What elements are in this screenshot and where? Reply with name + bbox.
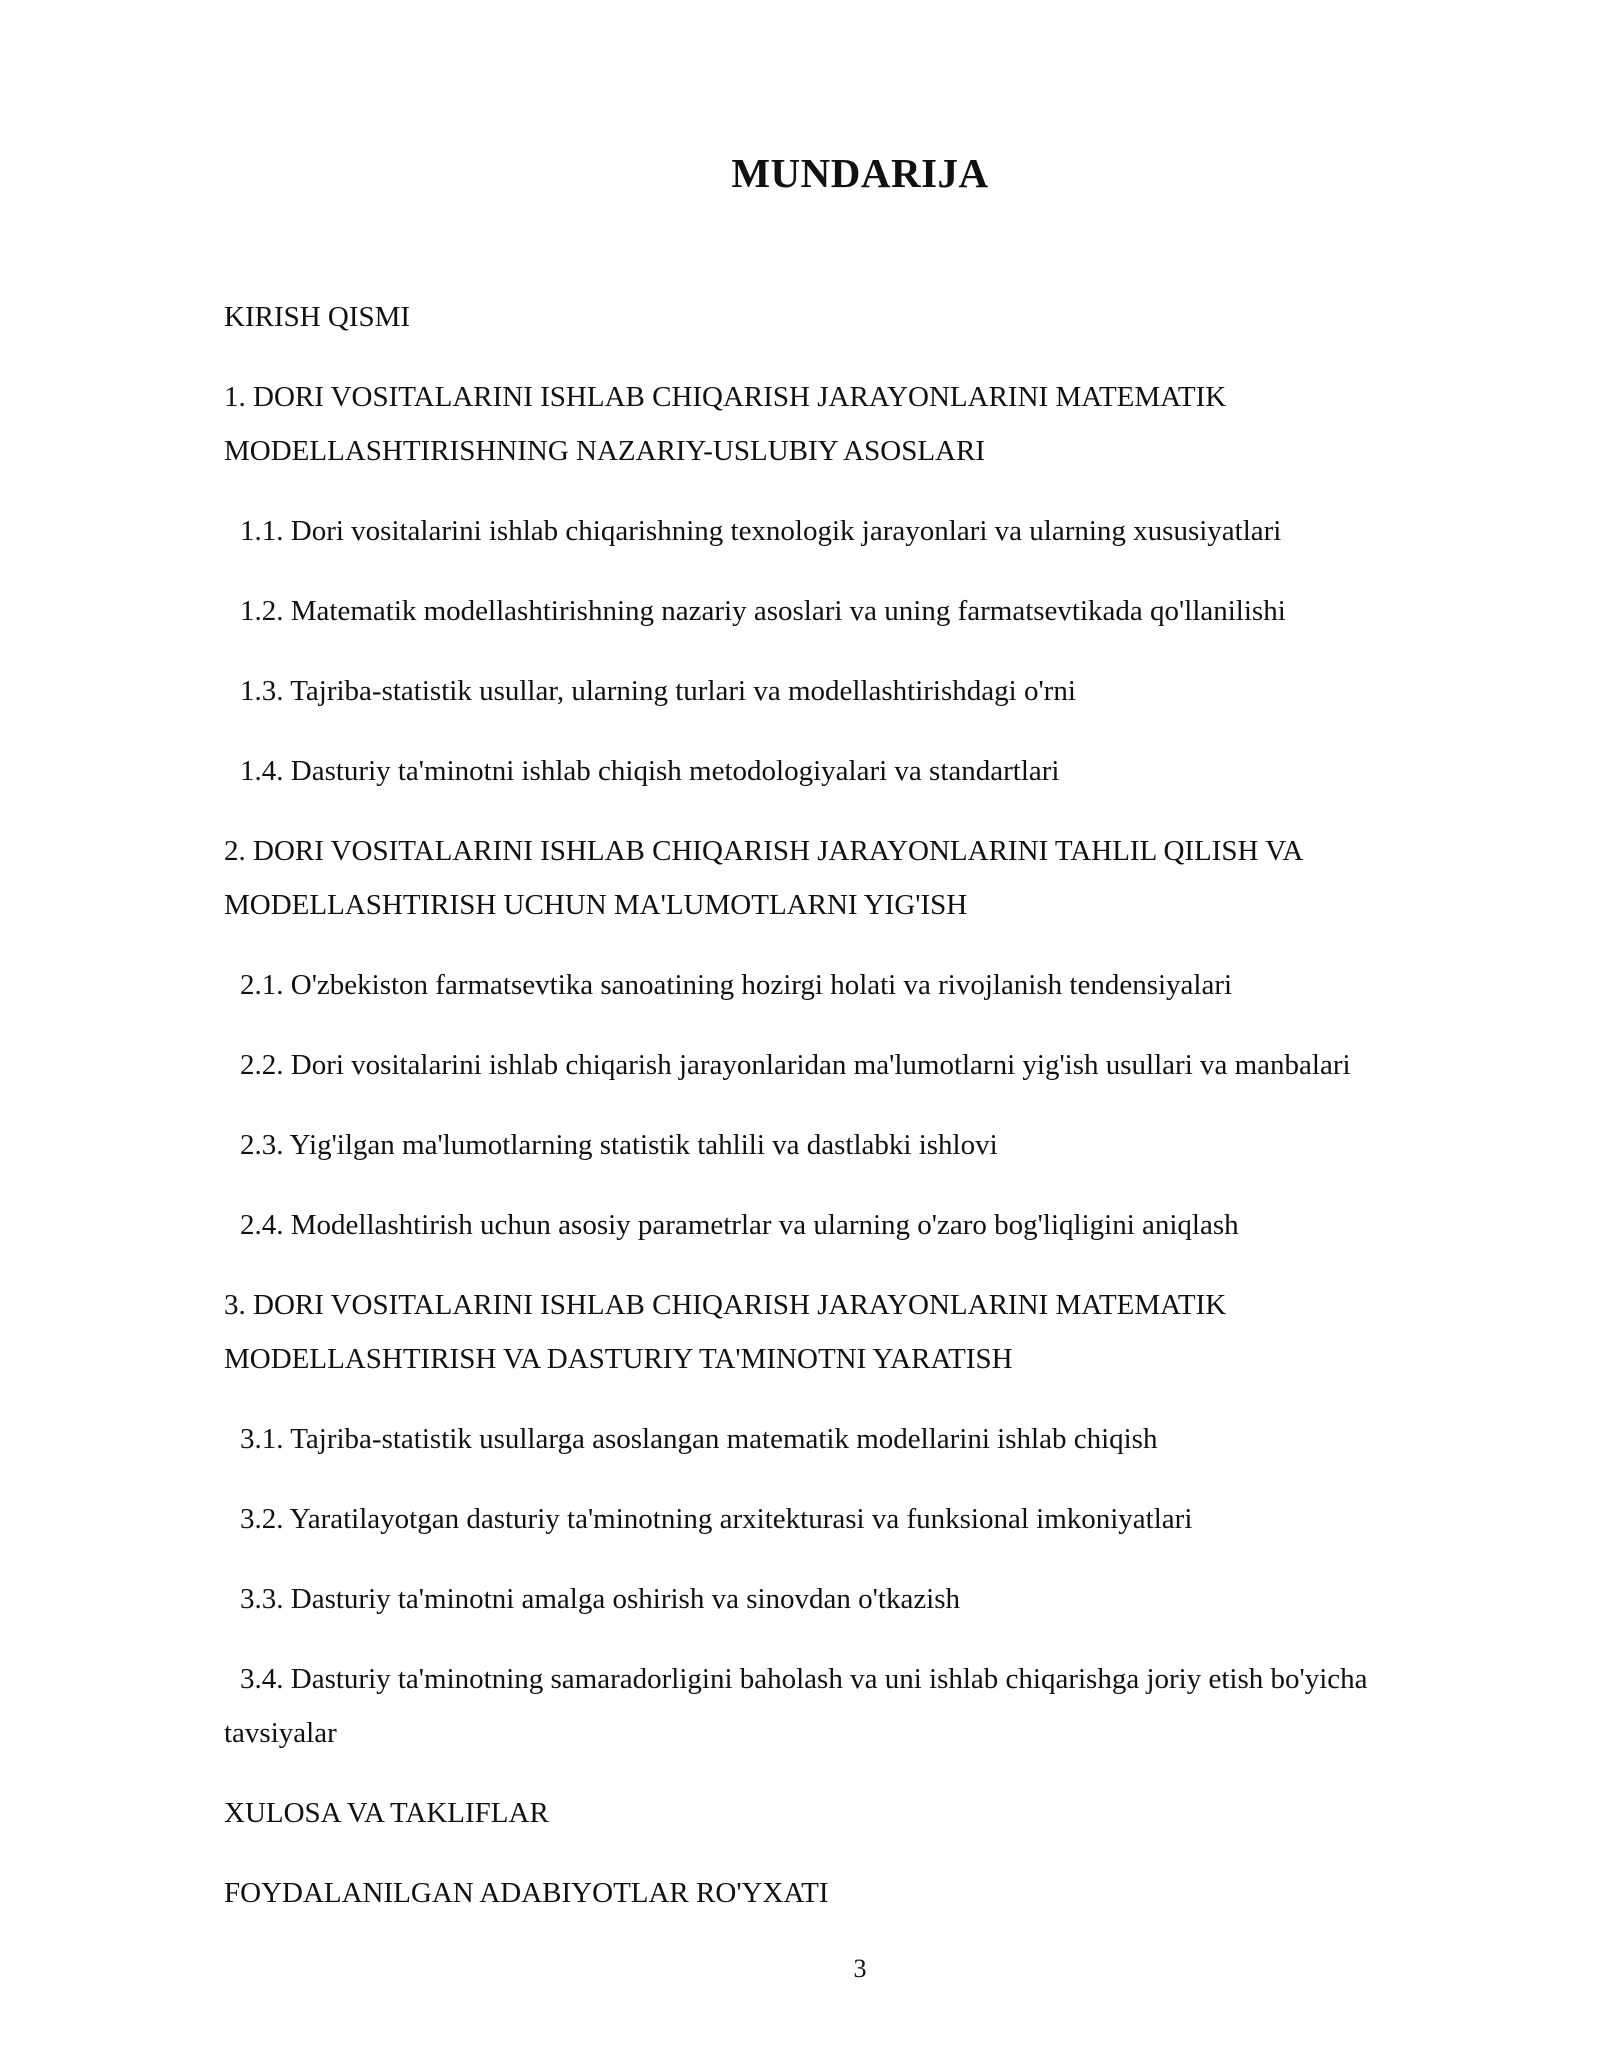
page-number: 3 <box>853 1954 867 1983</box>
table-of-contents <box>224 290 1480 1946</box>
toc-section-3-1: 3.1. Tajriba-statistik usullarga asoslangan matematik modellarini ishlab chiqish <box>240 1423 1158 1455</box>
toc-section-1-2: 1.2. Matematik modellashtirishning nazariy asoslari va uning farmatsevtikada qo'llanilishi <box>240 595 1286 627</box>
toc-chapter-3-heading: 3. DORI VOSITALARINI ISHLAB CHIQARISH JARAYONLARINI MATEMATIK MODELLASHTIRISH VA DASTURIY TA'MINOTNI YARATISH <box>224 1289 1227 1375</box>
toc-chapter-1-heading: 1. DORI VOSITALARINI ISHLAB CHIQARISH JARAYONLARINI MATEMATIK MODELLASHTIRISHNING NAZARIY-USLUBIY ASOSLARI <box>224 381 1227 467</box>
toc-section-2-2: 2.2. Dori vositalarini ishlab chiqarish jarayonlaridan ma'lumotlarni yig'ish usullari va manbalari <box>240 1049 1351 1081</box>
toc-chapter-2-heading: 2. DORI VOSITALARINI ISHLAB CHIQARISH JARAYONLARINI TAHLIL QILISH VA MODELLASHTIRISH UCHUN MA'LUMOTLARNI YIG'ISH <box>224 835 1302 921</box>
page-title: MUNDARIJA <box>731 150 989 196</box>
toc-section-1-3: 1.3. Tajriba-statistik usullar, ularning turlari va modellashtirishdagi o'rni <box>240 675 1076 707</box>
toc-section-3-2: 3.2. Yaratilayotgan dasturiy ta'minotning arxitekturasi va funksional imkoniyatlari <box>240 1503 1193 1535</box>
toc-entry-conclusion: XULOSA VA TAKLIFLAR <box>224 1797 549 1829</box>
toc-section-1-1: 1.1. Dori vositalarini ishlab chiqarishning texnologik jarayonlari va ularning xususiyatlari <box>240 515 1282 547</box>
toc-section-2-4: 2.4. Modellashtirish uchun asosiy parametrlar va ularning o'zaro bog'liqligini aniqlash <box>240 1209 1239 1241</box>
toc-entry-intro: KIRISH QISMI <box>224 301 411 333</box>
toc-section-3-4: 3.4. Dasturiy ta'minotning samaradorligini baholash va uni ishlab chiqarishga joriy etish bo'yicha tavsiyalar <box>224 1663 1368 1749</box>
toc-section-3-3: 3.3. Dasturiy ta'minotni amalga oshirish va sinovdan o'tkazish <box>240 1583 961 1615</box>
toc-section-2-1: 2.1. O'zbekiston farmatsevtika sanoatining hozirgi holati va rivojlanish tendensiyalari <box>240 969 1233 1001</box>
toc-section-1-4: 1.4. Dasturiy ta'minotni ishlab chiqish metodologiyalari va standartlari <box>240 755 1060 787</box>
toc-section-2-3: 2.3. Yig'ilgan ma'lumotlarning statistik tahlili va dastlabki ishlovi <box>240 1129 998 1161</box>
toc-entry-references: FOYDALANILGAN ADABIYOTLAR RO'YXATI <box>224 1877 829 1909</box>
